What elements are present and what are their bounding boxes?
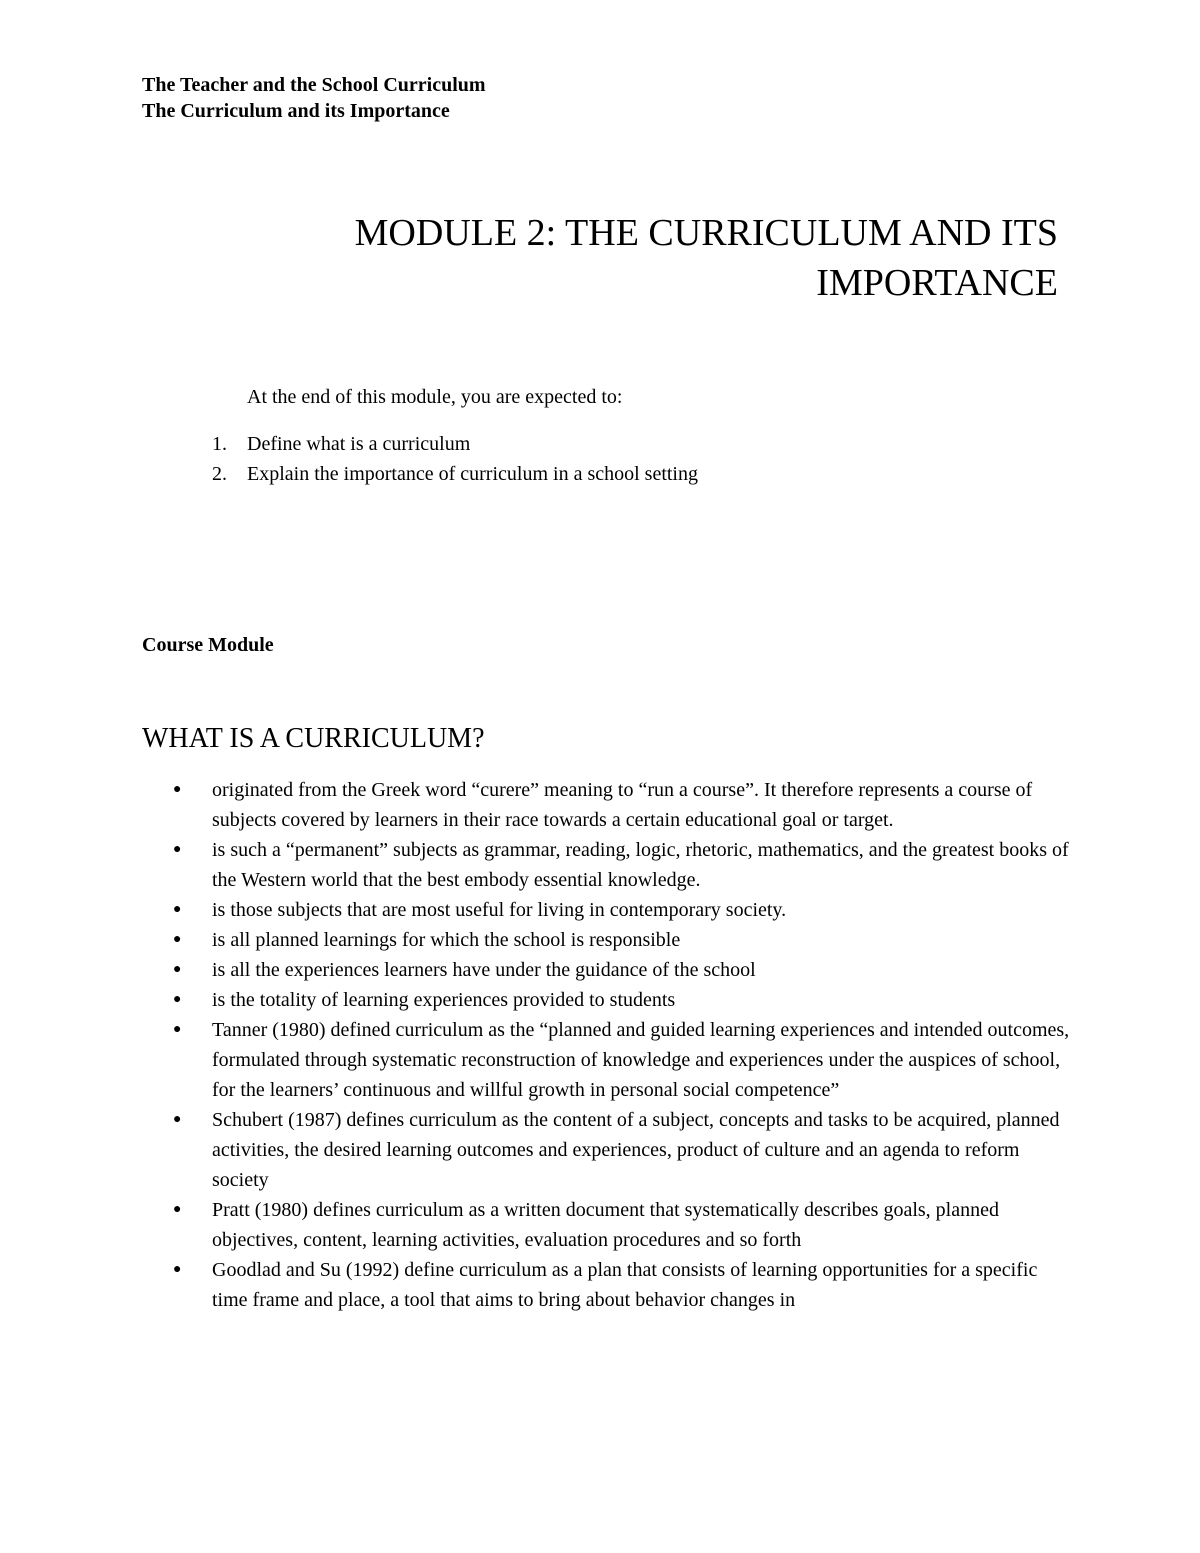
list-item-text: is those subjects that are most useful for living in contemporary society. <box>212 899 787 921</box>
list-item <box>170 1015 1070 1105</box>
list-item-text: is all the experiences learners have under the guidance of the school <box>212 959 756 981</box>
list-item <box>170 925 1070 955</box>
list-item-text: is all planned learnings for which the school is responsible <box>212 929 681 951</box>
course-module-label: Course Module <box>142 634 274 656</box>
bullet-icon: ● <box>173 932 182 947</box>
objective-text: Define what is a curriculum <box>247 433 471 455</box>
objectives-intro: At the end of this module, you are expected to: <box>247 386 623 408</box>
course-title: The Teacher and the School Curriculum <box>142 74 486 96</box>
section-heading: WHAT IS A CURRICULUM? <box>142 723 485 754</box>
list-item <box>170 1195 1070 1255</box>
list-item <box>170 1105 1070 1195</box>
bullet-icon: ● <box>173 902 182 917</box>
list-item-text: is such a “permanent” subjects as grammar, reading, logic, rhetoric, mathematics, and the greatest books of the Western world that the best embody essential knowledge. <box>212 839 1069 891</box>
objective-item <box>212 459 698 489</box>
list-item-text: Goodlad and Su (1992) define curriculum as a plan that consists of learning opportunities for a specific time frame and place, a tool that aims to bring about behavior changes in <box>212 1259 1038 1311</box>
bullet-icon: ● <box>173 782 182 797</box>
list-item <box>170 955 1070 985</box>
module-title <box>158 208 1058 308</box>
bullet-icon: ● <box>173 992 182 1007</box>
bullet-icon: ● <box>173 1202 182 1217</box>
module-subtitle: The Curriculum and its Importance <box>142 100 450 122</box>
objective-number: 1. <box>212 433 227 455</box>
list-item <box>170 1255 1070 1315</box>
module-title-line-1: MODULE 2: THE CURRICULUM AND ITS <box>354 212 1058 254</box>
bullet-icon: ● <box>173 1022 182 1037</box>
list-item-text: Tanner (1980) defined curriculum as the “planned and guided learning experiences and intended outcomes, formulated through systematic reconstruction of knowledge and experiences under the auspices of school, for the learners’ continuous and willful growth in personal social competence” <box>212 1019 1070 1101</box>
list-item <box>170 895 1070 925</box>
definition-list <box>170 775 1070 1315</box>
bullet-icon: ● <box>173 842 182 857</box>
objective-text: Explain the importance of curriculum in a school setting <box>247 463 698 485</box>
objective-number: 2. <box>212 463 227 485</box>
list-item-text: is the totality of learning experiences provided to students <box>212 989 676 1011</box>
list-item-text: Pratt (1980) defines curriculum as a written document that systematically describes goals, planned objectives, content, learning activities, evaluation procedures and so forth <box>212 1199 999 1251</box>
bullet-icon: ● <box>173 962 182 977</box>
list-item <box>170 835 1070 895</box>
bullet-icon: ● <box>173 1262 182 1277</box>
list-item-text: Schubert (1987) defines curriculum as the content of a subject, concepts and tasks to be acquired, planned activities, the desired learning outcomes and experiences, product of culture and an agenda to reform society <box>212 1109 1060 1191</box>
list-item <box>170 775 1070 835</box>
document-header <box>142 72 486 124</box>
list-item-text: originated from the Greek word “curere” meaning to “run a course”. It therefore represents a course of subjects covered by learners in their race towards a certain educational goal or target. <box>212 779 1033 831</box>
module-title-line-2: IMPORTANCE <box>816 262 1058 304</box>
list-item <box>170 985 1070 1015</box>
bullet-icon: ● <box>173 1112 182 1127</box>
objectives-list <box>212 429 698 489</box>
objective-item <box>212 429 698 459</box>
